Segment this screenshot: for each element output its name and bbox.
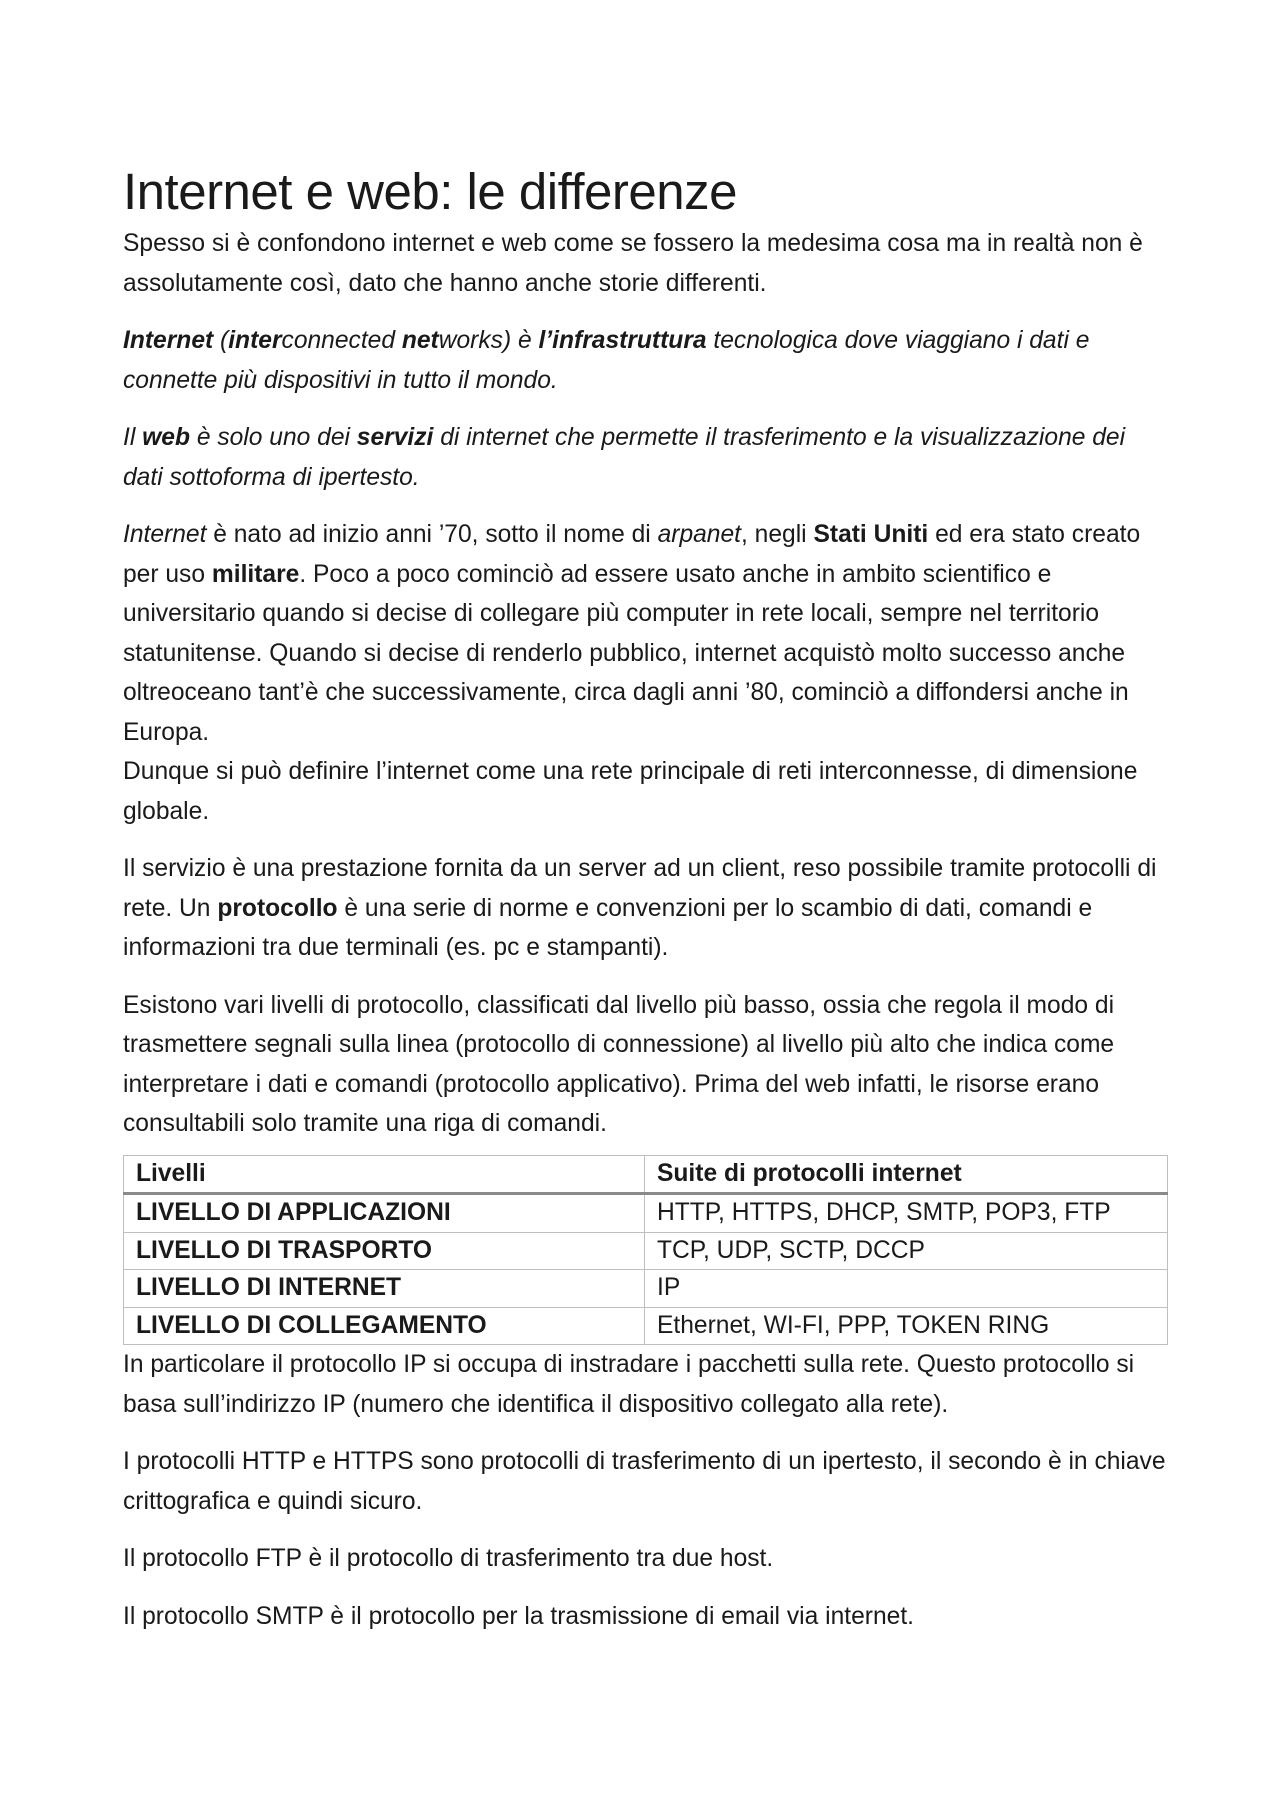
history-text-2: , negli — [741, 521, 814, 548]
smtp-paragraph: Il protocollo SMTP è il protocollo per la trasmissione di email via internet. — [123, 1602, 914, 1630]
net-term: net — [401, 327, 439, 354]
arpanet-term: arpanet — [657, 521, 741, 548]
web-def-text-2: è solo uno dei — [189, 424, 357, 451]
internet-def-text-1: ( — [213, 327, 229, 354]
history-paragraph — [123, 515, 1168, 752]
level-protocols: TCP, UDP, SCTP, DCCP — [645, 1232, 1168, 1270]
level-name: LIVELLO DI TRASPORTO — [124, 1232, 645, 1270]
internet-def-text-4: tecnologica dove viaggiano i dati e connette più dispositivi in tutto il mondo. — [123, 327, 1090, 394]
internet-def-text-2: connected — [281, 327, 402, 354]
web-def-text-1: Il — [123, 424, 143, 451]
internet-def-text-3: works) è — [438, 327, 539, 354]
web-def-text-3: di internet che permette il trasferimento e la visualizzazione dei dati sottoforma di ipertesto. — [123, 424, 1126, 491]
history-conclusion: Dunque si può definire l’internet come una rete principale di reti interconnesse, di dimensione globale. — [123, 758, 1138, 825]
table-header-row — [124, 1155, 1168, 1194]
internet-term: Internet — [123, 327, 214, 354]
intro-paragraph: Spesso si è confondono internet e web come se fossero la medesima cosa ma in realtà non è assolutamente così, dato che hanno anche storie differenti. — [123, 230, 1143, 297]
ip-paragraph: In particolare il protocollo IP si occupa di instradare i pacchetti sulla rete. Questo protocollo si basa sull’indirizzo IP (numero che identifica il dispositivo collegato alla rete). — [123, 1351, 1135, 1418]
services-term: servizi — [356, 424, 434, 451]
stati-uniti-term: Stati Uniti — [813, 521, 929, 548]
history-text-4: . Poco a poco cominciò ad essere usato anche in ambito scientifico e universitario quando si decise di collegare più computer in rete locali, sempre nel territorio statunitense. Quando si decise di renderlo pubblico, internet acquistò molto successo anche oltreoceano tant’è che successivamente, circa dagli anni ’80, cominciò a diffondersi anche in Europa. — [123, 560, 1129, 746]
web-definition-paragraph — [123, 418, 1168, 497]
service-text-2: è una serie di norme e convenzioni per lo scambio di dati, comandi e informazioni tra due terminali (es. pc e stampanti). — [123, 894, 1093, 961]
protocol-levels-table — [123, 1155, 1168, 1346]
header-levels: Livelli — [124, 1155, 645, 1194]
table-row — [124, 1232, 1168, 1270]
history-text-3: ed era stato creato per uso — [123, 521, 1141, 588]
level-protocols: Ethernet, WI-FI, PPP, TOKEN RING — [645, 1307, 1168, 1345]
page-title: Internet e web: le differenze — [123, 163, 737, 220]
level-protocols: HTTP, HTTPS, DHCP, SMTP, POP3, FTP — [645, 1194, 1168, 1233]
infrastructure-term: l’infrastruttura — [538, 327, 707, 354]
history-internet-term: Internet — [123, 521, 207, 548]
history-text-1: è nato ad inizio anni ’70, sotto il nome di — [206, 521, 658, 548]
inter-term: inter — [228, 327, 282, 354]
level-protocols: IP — [645, 1270, 1168, 1308]
level-name: LIVELLO DI APPLICAZIONI — [124, 1194, 645, 1233]
web-term: web — [142, 424, 190, 451]
http-paragraph: I protocolli HTTP e HTTPS sono protocolli di trasferimento di un ipertesto, il secondo è in chiave crittografica e quindi sicuro. — [123, 1448, 1166, 1515]
levels-intro-paragraph: Esistono vari livelli di protocollo, classificati dal livello più basso, ossia che regola il modo di trasmettere segnali sulla linea (protocollo di connessione) al livello più alto che indica come interpretare i dati e comandi (protocollo applicativo). Prima del web infatti, le risorse erano consultabili solo tramite una riga di comandi. — [123, 991, 1115, 1137]
table-row — [124, 1194, 1168, 1233]
document-page — [123, 160, 1168, 1636]
level-name: LIVELLO DI INTERNET — [124, 1270, 645, 1308]
internet-definition-paragraph — [123, 321, 1168, 400]
header-protocol-suite: Suite di protocolli internet — [645, 1155, 1168, 1194]
table-row — [124, 1307, 1168, 1345]
table-row — [124, 1270, 1168, 1308]
ftp-paragraph: Il protocollo FTP è il protocollo di trasferimento tra due host. — [123, 1545, 774, 1572]
protocollo-term: protocollo — [217, 894, 338, 922]
militare-term: militare — [211, 560, 300, 588]
level-name: LIVELLO DI COLLEGAMENTO — [124, 1307, 645, 1345]
service-text-1: Il servizio è una prestazione fornita da un server ad un client, reso possibile tramite protocolli di rete. Un — [123, 855, 1157, 922]
service-paragraph — [123, 849, 1168, 968]
